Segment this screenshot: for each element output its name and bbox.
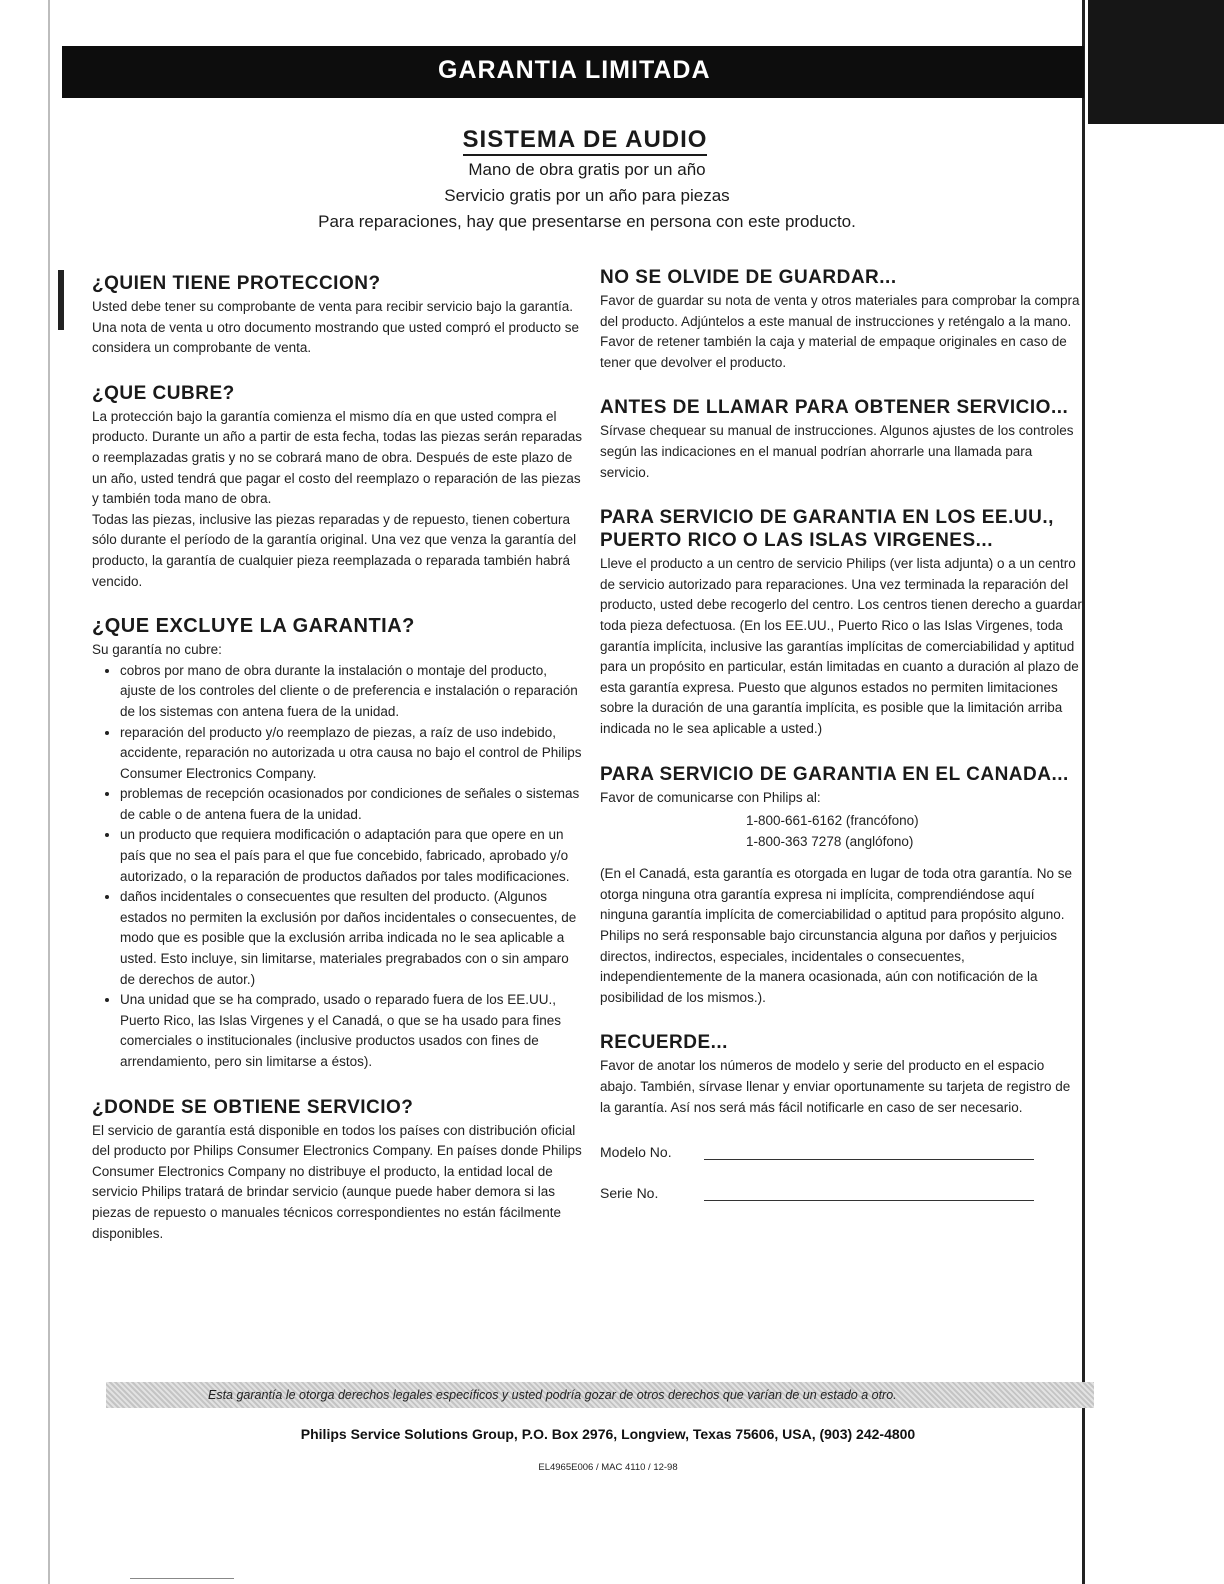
exclusion-list — [92, 661, 584, 1073]
section-heading: ¿DONDE SE OBTIENE SERVICIO? — [92, 1096, 414, 1118]
model-number-field[interactable] — [600, 1138, 1082, 1160]
right-column — [600, 266, 1082, 1220]
section-us-service — [600, 506, 1082, 739]
list-item: • cobros por mano de obra durante la instalación o montaje del producto, ajuste de los controles del cliente o de preferencia e instalación o reparación de los sistemas con antena fuera de la unidad. — [120, 661, 584, 723]
section-body: Lleve el producto a un centro de servicio Philips (ver lista adjunta) o a un centro de servicio autorizado para reparaciones. Una vez terminada la reparación del producto, usted debe recogerlo del centro. Los centros tienen derecho a guardar toda pieza defectuosa. (En los EE.UU., Puerto Rico o las Islas Virgenes, toda garantía implícita, inclusive las garantías implícitas de comerciabilidad y aptitud para un propósito en particular, están limitadas en cuanto a duración al plazo de esta garantía expresa. Puesto que algunos estados no permiten limitaciones sobre la duración de una garantía implícita, es posible que la limitación arriba indicada no le sea aplicable a usted.) — [600, 556, 1082, 736]
left-column — [92, 272, 584, 1244]
section-who-is-covered — [92, 272, 584, 359]
list-item: • daños incidentales o consecuentes que resulten del producto. (Algunos estados no permiten la exclusión por daños incidentales o consecuentes, de modo que es posible que la exclusión arriba indicada no le sea aplicable a usted. Esto incluye, sin limitarse, materiales pregrabados con o sin amparo de derechos de autor.) — [120, 887, 584, 990]
section-body: La protección bajo la garantía comienza el mismo día en que usted compra el producto. Durante un año a partir de esta fecha, todas las piezas serán reparadas o reemplazadas gratis y no se cobrará mano de obra. Después de este plazo de un año, usted tendrá que pagar el costo del reemplazo o reparación de las piezas y también toda mano de obra. — [92, 408, 583, 507]
subtitle-labor: Mano de obra gratis por un año — [468, 160, 706, 179]
section-remember — [600, 1031, 1082, 1201]
subtitle-parts: Servicio gratis por un año para piezas — [444, 186, 730, 205]
section-heading: ANTES DE LLAMAR PARA OBTENER SERVICIO... — [600, 397, 1069, 419]
model-number-label: Modelo No. — [600, 1144, 672, 1161]
document-code: EL4965E006 / MAC 4110 / 12-98 — [538, 1462, 678, 1473]
phone-english: 1-800-363 7278 (anglófono) — [746, 833, 914, 849]
serial-number-line[interactable] — [704, 1190, 1034, 1201]
bottom-rule — [130, 1578, 234, 1579]
section-body: Usted debe tener su comprobante de venta para recibir servicio bajo la garantía. Una nota de venta u otro documento mostrando que usted compró el producto se considera un comprobante de venta. — [92, 299, 580, 356]
section-body: (En el Canadá, esta garantía es otorgada en lugar de toda otra garantía. No se otorga ninguna otra garantía expresa ni implícita, comprendiéndose aquí ninguna garantía implícita de comerciabilidad o aptitud para propósito alguno. Philips no será responsable bajo circunstancia alguna por daños y perjuicios directos, indirectos, especiales, incidentales o consecuentes, independientemente de la manera ocasionada, aún con notificación de la posibilidad de los mismos.). — [600, 866, 1073, 1005]
phone-french: 1-800-661-6162 (francófono) — [746, 813, 919, 829]
list-item: • un producto que requiera modificación o adaptación para que opere en un país que no sea el país para el que fue concebido, fabricado, aprobado y/o autorizado, o la reparación de productos dañados por tales modificaciones. — [120, 825, 584, 887]
section-heading: PARA SERVICIO DE GARANTIA EN LOS EE.UU., PUERTO RICO O LAS ISLAS VIRGENES... — [600, 507, 1054, 552]
list-item: • problemas de recepción ocasionados por condiciones de señales o sistemas de cable o de antena fuera de la unidad. — [120, 784, 584, 825]
section-keep-receipt — [600, 266, 1082, 373]
list-item: • reparación del producto y/o reemplazo de piezas, a raíz de uso indebido, accidente, reparación no autorizada u otra causa no bajo el control de Philips Consumer Electronics Company. — [120, 723, 584, 785]
phone-list — [600, 811, 1082, 852]
model-number-line[interactable] — [704, 1149, 1034, 1160]
subtitle-repairs: Para reparaciones, hay que presentarse en persona con este producto. — [318, 212, 856, 231]
record-fields — [600, 1138, 1082, 1201]
scan-edge-right — [1082, 0, 1085, 1584]
section-before-calling — [600, 396, 1082, 483]
section-intro: Favor de comunicarse con Philips al: — [600, 789, 821, 805]
section-body: Favor de guardar su nota de venta y otros materiales para comprobar la compra del producto. Adjúntelos a este manual de instrucciones y reténgalo a la mano. Favor de retener también la caja y material de empaque originales en caso de tener que devolver el producto. — [600, 293, 1080, 370]
serial-number-label: Serie No. — [600, 1185, 659, 1202]
section-body: Favor de anotar los números de modelo y serie del producto en el espacio abajo. También, sírvase llenar y enviar oportunamente su tarjeta de registro de la garantía. Así nos será más fácil notificarle en caso de ser necesario. — [600, 1058, 1071, 1115]
section-body: Todas las piezas, inclusive las piezas reparadas y de repuesto, tienen cobertura sólo durante el período de la garantía original. Una vez que venza la garantía del producto, la garantía de cualquier pieza reemplazada o reparada también habrá vencido. — [92, 511, 577, 589]
section-body: El servicio de garantía está disponible en todos los países con distribución oficial del producto por Philips Consumer Electronics Company. En países donde Philips Consumer Electronics Company no distribuye el producto, la entidad local de servicio Philips tratará de brindar servicio (aunque puede haber demora si las piezas de repuesto o manuales técnicos correspondientes no están fácilmente disponibles. — [92, 1122, 582, 1241]
section-heading: ¿QUIEN TIENE PROTECCION? — [92, 273, 381, 294]
section-heading: NO SE OLVIDE DE GUARDAR... — [600, 267, 897, 288]
banner-title: GARANTIA LIMITADA — [62, 46, 1084, 98]
page-title — [0, 126, 1170, 154]
section-intro: Su garantía no cubre: — [92, 642, 222, 658]
section-where-to-get-service — [92, 1096, 584, 1245]
section-heading: ¿QUE CUBRE? — [92, 382, 235, 404]
section-body: Sírvase chequear su manual de instrucciones. Algunos ajustes de los controles según las indicaciones en el manual podrían ahorrarle una llamada para servicio. — [600, 423, 1074, 480]
section-exclusions — [92, 615, 584, 1072]
scan-edge-left — [48, 0, 50, 1584]
page-tab-marker — [1088, 0, 1224, 124]
section-heading: ¿QUE EXCLUYE LA GARANTIA? — [92, 615, 415, 638]
company-address: Philips Service Solutions Group, P.O. Box 2976, Longview, Texas 75606, USA, (903) 242-4800 — [300, 1426, 916, 1442]
scan-margin-mark — [58, 270, 64, 330]
serial-number-field[interactable] — [600, 1179, 1082, 1201]
page-title-text: SISTEMA DE AUDIO — [463, 126, 708, 156]
section-heading: RECUERDE... — [600, 1032, 728, 1054]
legal-rights-notice: Esta garantía le otorga derechos legales específicos y usted podría gozar de otros derechos que varían de un estado a otro. — [106, 1382, 1094, 1408]
section-canada-service — [600, 763, 1082, 1009]
section-heading: PARA SERVICIO DE GARANTIA EN EL CANADA... — [600, 763, 1069, 785]
list-item: • Una unidad que se ha comprado, usado o reparado fuera de los EE.UU., Puerto Rico, las Islas Virgenes y el Canadá, o que se ha usado para fines comerciales o institucionales (inclusive productos usados con fines de arrendamiento, pero sin limitarse a éstos). — [120, 990, 584, 1072]
section-what-is-covered — [92, 382, 584, 592]
